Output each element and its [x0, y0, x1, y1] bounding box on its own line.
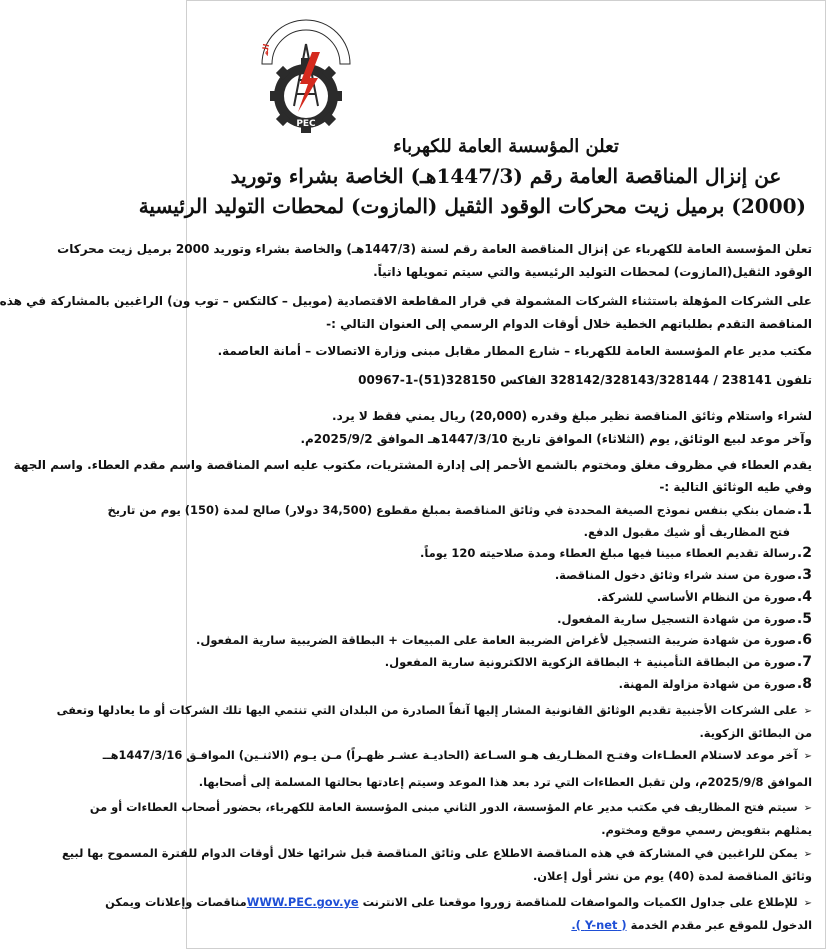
service-provider-link[interactable]: ( Y-net ).: [571, 917, 627, 932]
note-4-line-1: ➢يمكن للراغبين في المشاركة في هذه المناقصة الاطلاع على وثائق المناقصة قبل شرائها خلال أوقات الدوام للفترة المسموح بها لبيع: [200, 843, 812, 866]
terms-line-3: يقدم العطاء في مظروف مغلق ومختوم بالشمع الأحمر إلى إدارة المشتريات، مكتوب عليه اسم المناقصة واسم مقدم العطاء. واسم الجهة: [13, 458, 812, 472]
note-5-line-2: الدخول للموقع عبر مقدم الخدمة ( Y-net ).: [571, 917, 812, 932]
list-number: 6.: [796, 632, 812, 649]
list-item: [200, 652, 812, 674]
note-4-line-2: وثائق المناقصة لمدة (40) يوم من نشر أول إعلان.: [532, 868, 812, 883]
svg-text:المؤسسة العامة للكهرباء: [254, 8, 271, 57]
notes-list: [61, 843, 812, 887]
intro-line-1: تعلن المؤسسة العامة للكهرباء عن إنزال المناقصة العامة رقم لسنة (1447/3هـ) والخاصة بشراء وتوريد 2000 برميل زيت محركات: [57, 242, 812, 256]
note-1-line-1: ➢على الشركات الأجنبية تقديم الوثائق القانونية المشار إليها آنفاً الصادرة من البلدان التي تنتمي اليها تلك الشركات أو ما يعادلها وتعفى: [200, 700, 812, 723]
website-link[interactable]: WWW.PEC.gov.ye: [246, 895, 359, 909]
list-number: 4.: [796, 588, 812, 605]
arrow-bullet-icon: ➢: [803, 751, 812, 762]
arrow-bullet-icon: ➢: [803, 706, 812, 717]
list-item: [200, 609, 812, 631]
intro-line-3: على الشركات المؤهلة باستثناء الشركات المشمولة في قرار المقاطعة الاقتصادية (موبيل – كالتكس – توب ون) الراغبين بالمشاركة في هذه: [0, 294, 812, 308]
logo-caption: PEC: [296, 119, 316, 129]
list-number: 5.: [796, 610, 812, 627]
list-number: 1.: [796, 502, 812, 518]
list-text: صورة من البطاقة التأمينية + البطاقة الزكوية الالكترونية سارية المفعول.: [384, 654, 796, 669]
heading-line-2: عن إنزال المناقصة العامة رقم (1447/3هـ) الخاصة بشراء وتوريد: [230, 164, 782, 188]
note-1-line-2: من البطائق الزكوية.: [699, 725, 812, 740]
list-text: فتح المظاريف أو شيك مقبول الدفع.: [583, 524, 790, 539]
list-item: [200, 587, 812, 609]
list-text: صورة من سند شراء وثائق دخول المناقصة.: [554, 568, 796, 583]
list-item: [200, 565, 812, 587]
note-3-line-1: ➢سيتم فتح المظاريف في مكتب مدير عام المؤسسة، الدور الثاني مبنى المؤسسة العامة للكهرباء، بحضور أصحاب العطاءات أو من: [200, 797, 812, 820]
list-number: 7.: [796, 653, 812, 670]
list-text: رسالة تقديم العطاء مبينا فيها مبلغ العطاء ومدة صلاحيته 120 يوماً.: [419, 546, 796, 561]
notes-list: [56, 700, 812, 744]
list-text: صورة من شهادة مزاولة المهنة.: [618, 676, 796, 691]
list-item: [200, 543, 812, 565]
list-item-continuation: [200, 522, 812, 544]
note-5-line-1: ➢للإطلاع على جداول الكميات والمواصفات للمناقصة زوروا موقعنا على الانترنت WWW.PEC.gov.yeمناقصات وإعلانات ويمكن: [200, 892, 812, 915]
address-line: مكتب مدير عام المؤسسة العامة للكهرباء – شارع المطار مقابل مبنى وزارة الاتصالات – أمانة العاصمة.: [217, 344, 812, 358]
heading-line-1: تعلن المؤسسة العامة للكهرباء: [393, 136, 619, 157]
arrow-bullet-icon: ➢: [803, 898, 812, 909]
list-text: صورة من النظام الأساسي للشركة.: [596, 589, 796, 604]
logo-arc-text: الم: [260, 43, 272, 56]
heading-line-3: (2000) برميل زيت محركات الوقود الثقيل (المازوت) لمحطات التوليد الرئيسية: [138, 194, 806, 218]
list-item: [107, 500, 812, 522]
notes-list: [105, 892, 812, 936]
pec-logo: [254, 8, 358, 140]
terms-line-4: وفي طيه الوثائق التالية :-: [659, 480, 812, 494]
note-2-line-2: الموافق 2025/9/8م، ولن تقبل العطاءات التي ترد بعد هذا الموعد وسيتم إعادتها بحالتها المسلمة إلى أصحابها.: [198, 774, 812, 789]
intro-line-4: المناقصة التقدم بطلباتهم الخطية خلال أوقات الدوام الرسمي إلى العنوان التالي :-: [326, 317, 812, 331]
terms-line-1: لشراء واستلام وثائق المناقصة نظير مبلغ وقدره (20,000) ريال يمني فقط لا يرد.: [332, 409, 812, 423]
note-2-line-1: ➢آخر موعد لاستلام العطـاءات وفتـح المظـاريف هـو السـاعة (الحاديـة عشـر ظهـراً) مـن يـوم (الاثنـين) الموافـق 1447/3/16هــ: [200, 745, 812, 768]
list-text: ضمان بنكي بنفس نموذج الصيغة المحددة في وثائق المناقصة بمبلغ مقطوع (34,500 دولار) صالح لمدة (150) يوم من تاريخ: [107, 503, 796, 517]
list-number: 3.: [796, 567, 812, 584]
list-text: صورة من شهادة ضريبة التسجيل لأغراض الضريبة العامة على المبيعات + البطاقة الضريبية سارية المفعول.: [196, 633, 796, 648]
note-3-line-2: يمثلهم بتفويض رسمي موقع ومختوم.: [601, 822, 812, 837]
list-item: [200, 674, 812, 696]
notes-list: [89, 797, 812, 841]
list-text: صورة من شهادة التسجيل سارية المفعول.: [557, 611, 796, 626]
list-number: 2.: [796, 545, 812, 562]
list-number: 8.: [796, 675, 812, 692]
arrow-bullet-icon: ➢: [803, 803, 812, 814]
notes-list: [102, 745, 812, 796]
list-item: [196, 630, 812, 652]
arrow-bullet-icon: ➢: [803, 849, 812, 860]
phone-line: تلفون 238141 / 328142/328143/328144 الفاكس 328150(51)-1-00967: [358, 373, 812, 387]
terms-line-2: وآخر موعد لبيع الوثائق, يوم (الثلاثاء) الموافق تاريخ 1447/3/10هـ الموافق 2025/9/2م.: [300, 432, 812, 446]
documents-list: [107, 500, 812, 695]
intro-line-2: الوقود الثقيل(المازوت) لمحطات التوليد الرئيسية والتي سيتم تمويلها ذاتياً.: [373, 265, 812, 279]
